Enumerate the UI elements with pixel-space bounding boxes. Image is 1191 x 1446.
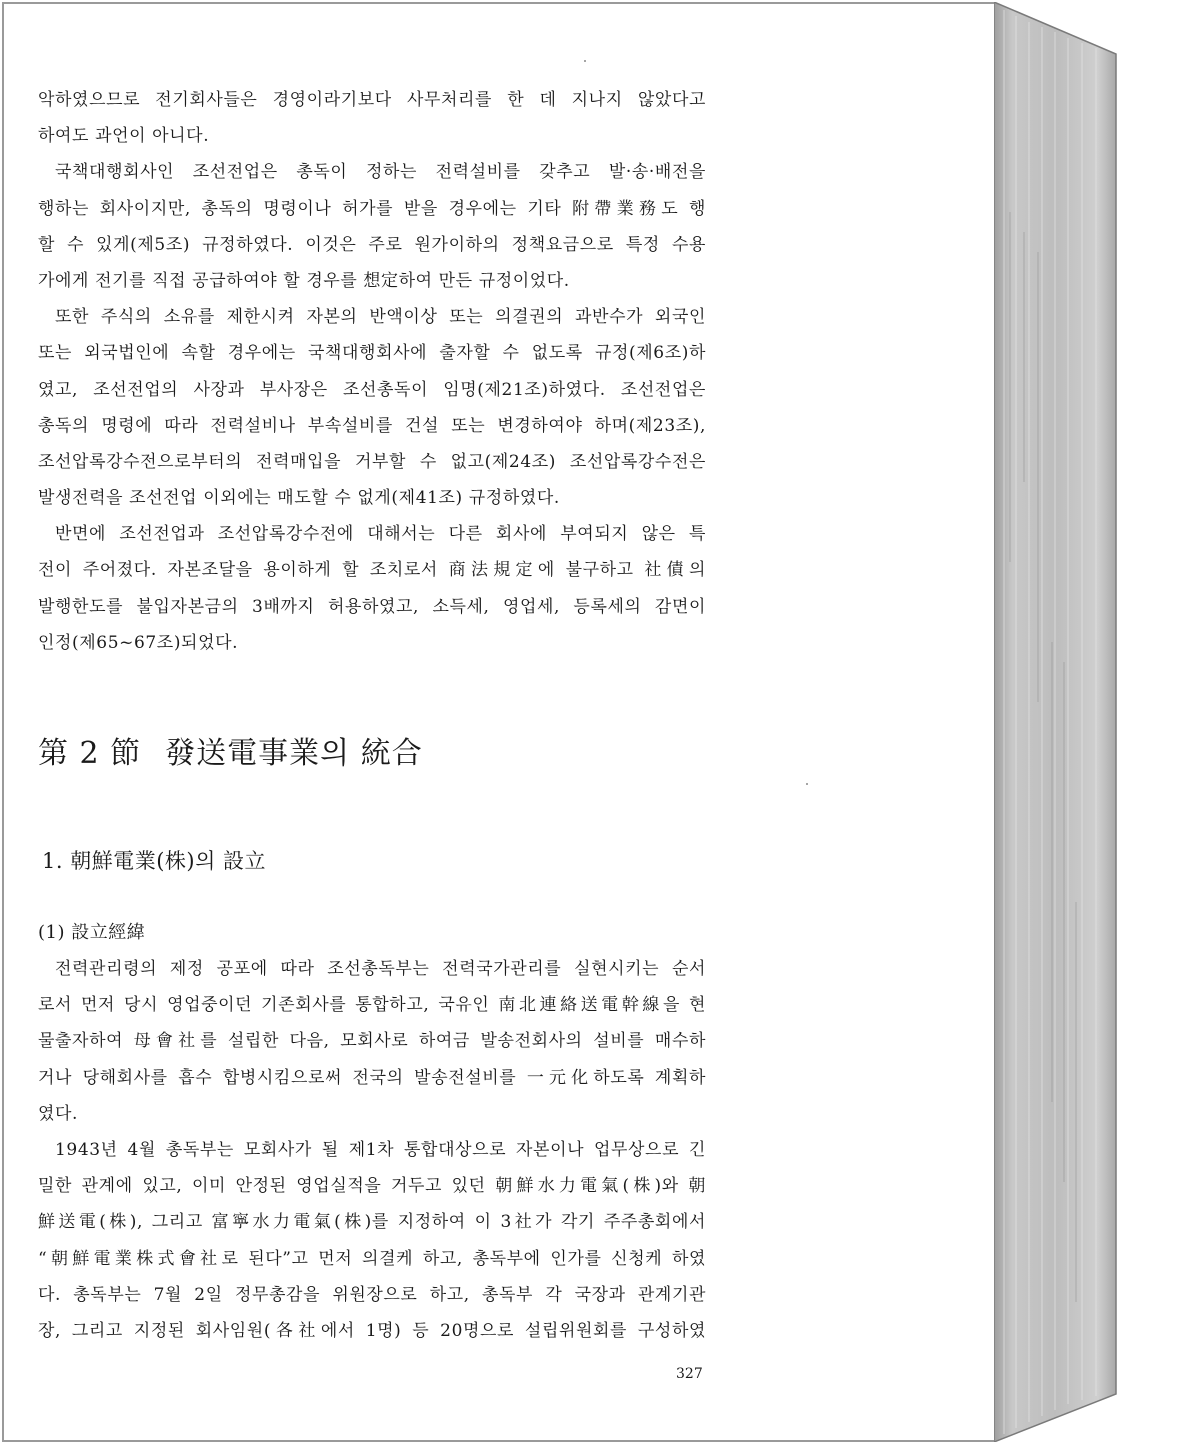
text-line: 또한 주식의 소유를 제한시켜 자본의 반액이상 또는 의결권의 과반수가 외국인 (55, 307, 706, 328)
text-line: 다. 총독부는 7월 2일 정무총감을 위원장으로 하고, 총독부 각 국장과 관계기관 (38, 1284, 706, 1305)
text-line: 하여도 과언이 아니다. (38, 126, 210, 147)
text-line: 밀한 관계에 있고, 이미 안정된 영업실적을 거두고 있던 朝鮮水力電氣(株)와 朝 (38, 1176, 706, 1197)
text-line: “朝鮮電業株式會社로 된다”고 먼저 의결케 하고, 총독부에 인가를 신청케 하였 (38, 1248, 706, 1269)
text-line: 악하였으므로 전기회사들은 경영이라기보다 사무처리를 한 데 지나지 않았다고 (38, 90, 706, 110)
text-line: 전이 주어졌다. 자본조달을 용이하게 할 조치로서 商法規定에 불구하고 社債의 (38, 560, 706, 581)
text-line: 가에게 전기를 직접 공급하여야 할 경우를 想定하여 만든 규정이었다. (38, 270, 570, 291)
text-line: 조선압록강수전으로부터의 전력매입을 거부할 수 없고(제24조) 조선압록강수전은 (38, 451, 706, 472)
text-line: 였다. (38, 1103, 79, 1124)
section-title: 發送電事業의 統合 (165, 736, 423, 771)
text-line: 행하는 회사이지만, 총독의 명령이나 허가를 받을 경우에는 기타 附帶業務도 행 (38, 198, 706, 219)
text-line: 물출자하여 母會社를 설립한 다음, 모회사로 하여금 발송전회사의 설비를 매수하 (38, 1031, 706, 1052)
text-line: 할 수 있게(제5조) 규정하였다. 이것은 주로 원가이하의 정책요금으로 특정 수용 (38, 234, 706, 255)
text-line: 국책대행회사인 조선전업은 총독이 정하는 전력설비를 갖추고 발·송·배전을 (55, 162, 706, 183)
section-heading (38, 728, 423, 772)
text-line: 발생전력을 조선전업 이외에는 매도할 수 없게(제41조) 규정하였다. (38, 488, 560, 509)
body-text-top (38, 82, 706, 661)
text-line: 장, 그리고 지정된 회사임원(各社에서 1명) 등 20명으로 설립위원회를 구성하였 (38, 1320, 706, 1341)
book-page-edges (994, 2, 1118, 1442)
text-line: 또는 외국법인에 속할 경우에는 국책대행회사에 출자할 수 없도록 규정(제6조)하 (38, 343, 706, 364)
section-number: 第 2 節 (38, 736, 142, 771)
text-line: 인정(제65~67조)되었다. (38, 632, 239, 653)
subsection-heading: 1. 朝鮮電業(株)의 設立 (42, 849, 267, 873)
text-line: 로서 먼저 당시 영업중이던 기존회사를 통합하고, 국유인 南北連絡送電幹線을 현 (38, 995, 706, 1016)
page-number: 327 (676, 1366, 703, 1382)
scan-speck (584, 60, 586, 62)
text-line: 발행한도를 불입자본금의 3배까지 허용하였고, 소득세, 영업세, 등록세의 감면이 (38, 596, 706, 617)
body-text-bottom (38, 951, 706, 1349)
text-line: 총독의 명령에 따라 전력설비나 부속설비를 건설 또는 변경하여야 하며(제23조), (38, 415, 706, 436)
text-line: 1943년 4월 총독부는 모회사가 될 제1차 통합대상으로 자본이나 업무상으로 긴 (55, 1139, 706, 1160)
subsubsection-heading: (1) 設立經緯 (38, 922, 146, 943)
text-line: 거나 당해회사를 흡수 합병시킴으로써 전국의 발송전설비를 一元化하도록 계획하 (38, 1067, 706, 1088)
scan-speck (806, 783, 808, 785)
text-line: 반면에 조선전업과 조선압록강수전에 대해서는 다른 회사에 부여되지 않은 특 (55, 524, 706, 545)
text-line: 전력관리령의 제정 공포에 따라 조선총독부는 전력국가관리를 실현시키는 순서 (55, 959, 706, 979)
text-line: 鮮送電(株), 그리고 富寧水力電氣(株)를 지정하여 이 3社가 각기 주주총회에서 (38, 1212, 706, 1233)
text-line: 였고, 조선전업의 사장과 부사장은 조선총독이 임명(제21조)하였다. 조선전업은 (38, 379, 706, 400)
